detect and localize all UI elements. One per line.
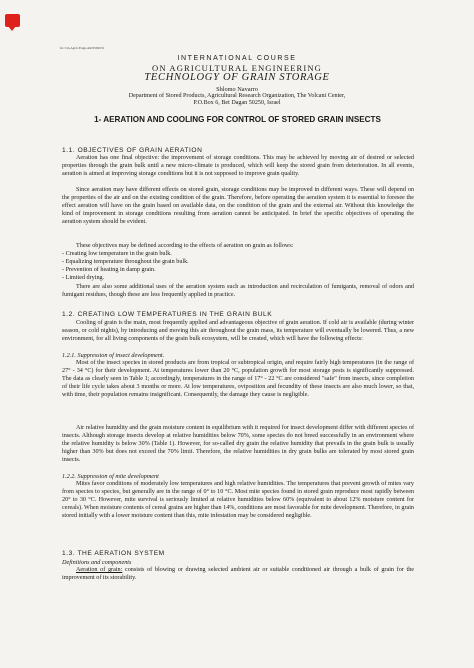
definition-text: consists of blowing or drawing selected ambient air or suitable conditioned air through a bulk of grain for the improvement of its storability. xyxy=(62,567,415,581)
paragraph: Cooling of grain is the main, most frequently applied and advantageous objective of grain aeration. If cold air is available (during winter season, or cold nights), by introducing and moving this air throughout the grain mass, its temperature will eventually be lowered. Thus, a new environment, for all living components of the grain bulk ecosystem, will be created, which will have the following effects: xyxy=(62,320,414,342)
paragraph: Most of the insect species in stored products are from tropical or subtropical origin, and require fairly high temperatures (in the range of 27° - 34 °C) for their development. At temperatures lower than 20 °C, population growth for most storage pests is significantly suppressed. The data as clearly seen in Table 1; accordingly, temperatures in the range of 17° - 22 °C are considered "safe" from insects, since completion of their life cycle takes about 3 months or more. At low temperatures, oviposition and fecundity of these insects are also much lower, so that, with time, their population remains insignificant. Consequently, the damage they cause is negligible. xyxy=(62,360,414,398)
list-item: - Limited drying. xyxy=(62,275,105,281)
course-title: INTERNATIONAL COURSE xyxy=(177,55,297,62)
section-heading-1-2: 1.2. CREATING LOW TEMPERATURES IN THE GRAIN BULK xyxy=(62,311,273,318)
course-topic: TECHNOLOGY OF GRAIN STORAGE xyxy=(144,72,330,83)
paragraph: Since aeration may have different effects on stored grain, storage conditions may be improved in different ways. These will depend on the properties of the air and on the existing condition of the grain. Therefore, before operating the aeration system it is essential to foresee the effect aeration will have on the grain based on available data, on the condition of the grain and the external air. Without this knowledge the kind of improvement in storage conditions resulting from aeration cannot be anticipated. In brief the specific objectives of operating the aeration system should be evident. xyxy=(62,187,414,225)
paragraph: Aeration has one final objective: the improvement of storage conditions. This may be achieved by moving air of desired or selected properties through the grain bulk until a new micro-climate is produced, which will keep the stored grain from deterioration. In all events, aeration is aimed at improving storage conditions but it is not supposed to improve grain quality. xyxy=(62,155,414,177)
chapter-title: 1- AERATION AND COOLING FOR CONTROL OF STORED GRAIN INSECTS xyxy=(94,115,381,124)
author-name: Shlomo Navarro xyxy=(216,86,258,93)
subsection-heading: 1.2.2. Suppression of mite development xyxy=(62,473,159,480)
affiliation-line-2: P.O.Box 6, Bet Dagan 50250, Israel xyxy=(193,100,281,106)
list-item: - Creating low temperature in the grain bulk. xyxy=(62,251,172,257)
affiliation-line-1: Department of Stored Products, Agricultural Research Organization, The Volcani Center, xyxy=(128,93,346,99)
paragraph: These objectives may be defined according to the effects of aeration on grain as follows: xyxy=(76,243,294,249)
subsection-heading: Definitions and components xyxy=(62,559,132,566)
paragraph: Mites favor conditions of moderately low temperatures and high relative humidities. The temperatures that prevent growth of mites vary from species to species, but generally are in the range of 0° to 10 °C. Most mite species found in stored grain reproduce most rapidly between 20° to 30 °C. However, mite survival is seriously limited at relative humidities below 60% (equivalent to about 12% moisture content for cereals). When moisture contents of cereal grains are higher than 14%, conditions are most favorable for mite development. Therefore, in grain stored initially with a lower moisture content than this, mite infestation may be considered negligible. xyxy=(62,481,414,519)
defined-term: Aeration of grain: xyxy=(76,567,123,573)
list-item: - Prevention of heating in damp grain. xyxy=(62,267,156,273)
section-heading-1-3: 1.3. THE AERATION SYSTEM xyxy=(62,550,165,557)
list-item: - Equalizing temperature throughout the grain bulk. xyxy=(62,259,189,265)
paragraph: There are also some additional uses of the aeration system such as introduction and recirculation of fumigants, removal of odors and fumigant residues, though these are less frequently applied in practice. xyxy=(62,284,414,298)
subsection-heading: 1.2.1. Suppression of insect development. xyxy=(62,352,165,359)
reference-line: In: Cm.Agric.Engn.AR/0509231 xyxy=(60,46,105,50)
section-heading-1-1: 1.1. OBJECTIVES OF GRAIN AERATION xyxy=(62,147,203,154)
paragraph xyxy=(62,567,414,583)
paragraph: Air relative humidity and the grain moisture content in equilibrium with it required for insect development differ with different species of insects. Although storage insects develop at relative humidities below 70%, some species do not breed successfully in an environment where the relative humidity is below 30% (Table 1). However, for so-called dry grain the relative humidity that prevails in the grain bulk is usually higher than 30% but does not exceed the 70% limit. Therefore, the relative humidities in dry grain bulks are tolerated by most stored grain insects. xyxy=(62,425,414,463)
course-subtitle: ON AGRICULTURAL ENGINEERING xyxy=(152,63,322,73)
comment-note-icon[interactable] xyxy=(5,14,20,27)
